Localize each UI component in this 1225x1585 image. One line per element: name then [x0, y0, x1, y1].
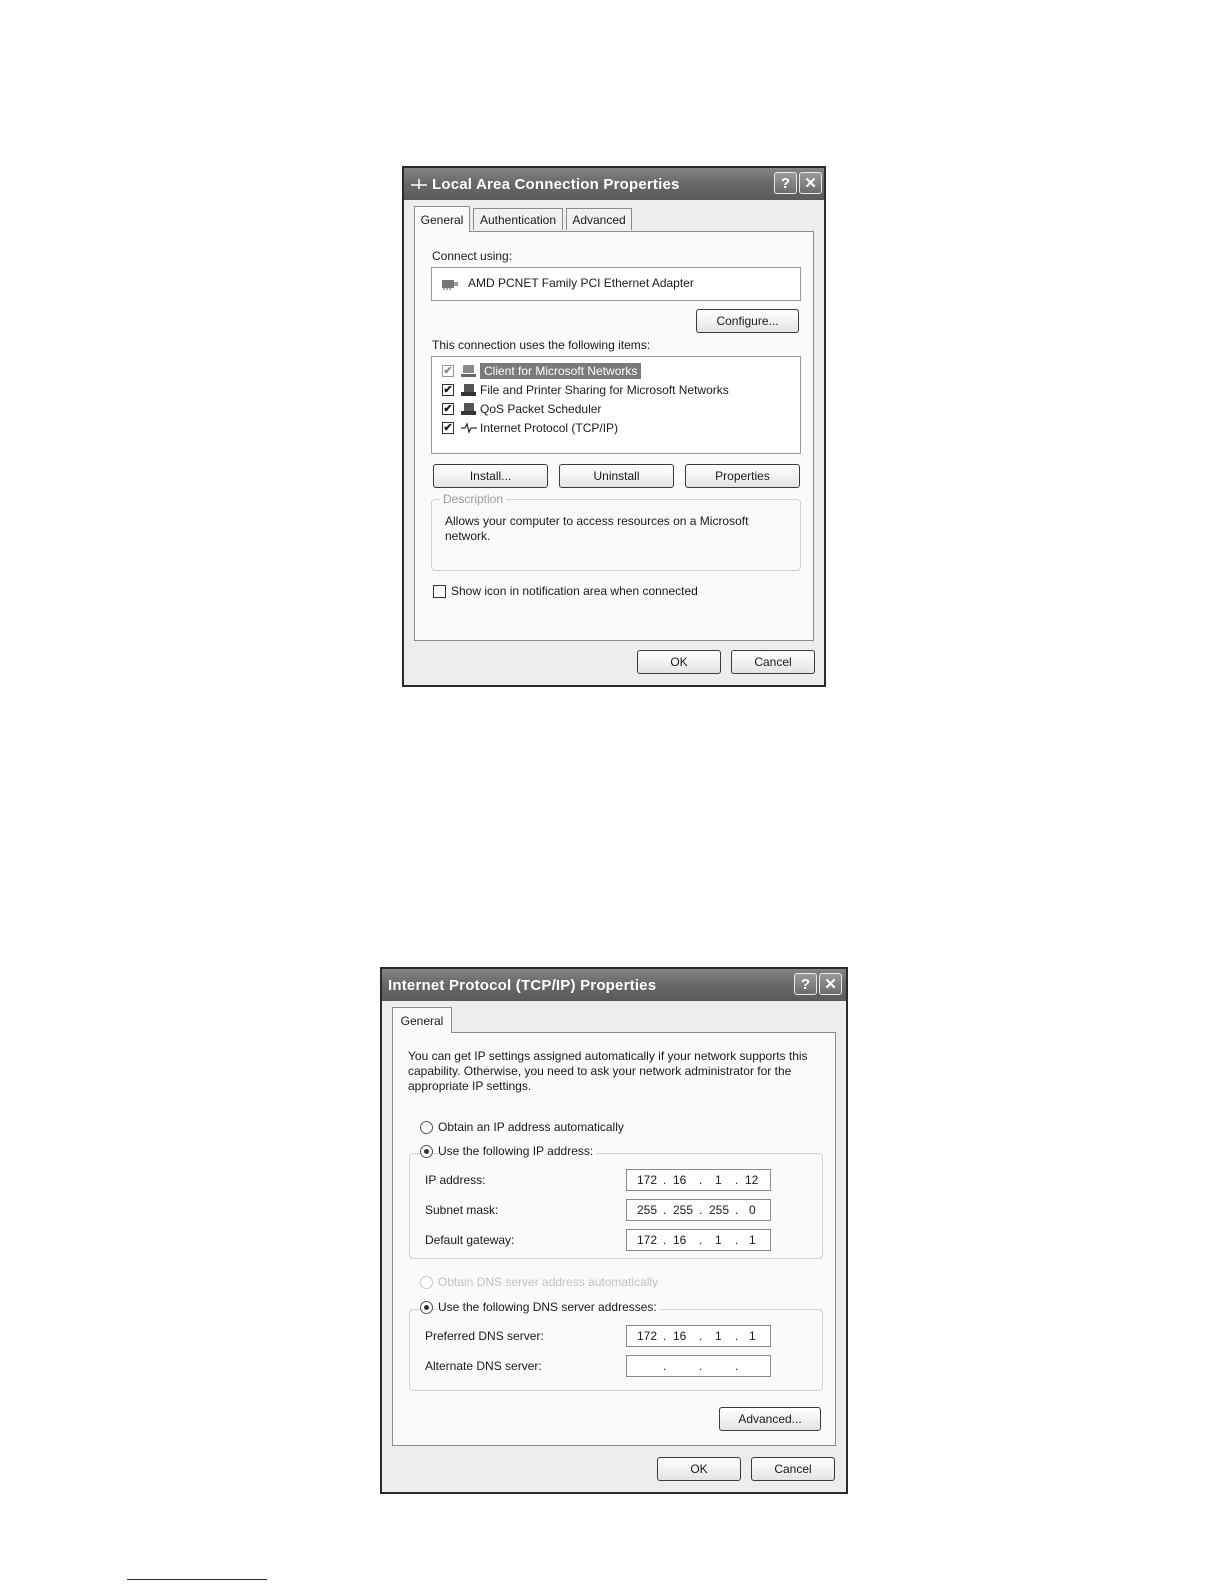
ip-address-label: IP address: — [425, 1173, 486, 1187]
obtain-dns-auto-radio[interactable] — [420, 1276, 433, 1289]
item-label: Client for Microsoft Networks — [480, 363, 641, 379]
octet: 255 — [709, 1203, 730, 1217]
dot: . — [699, 1203, 703, 1217]
ok-button[interactable]: OK — [657, 1457, 741, 1481]
dns-group — [409, 1309, 823, 1391]
description-group — [431, 492, 801, 571]
octet: 16 — [673, 1329, 687, 1343]
items-label: This connection uses the following items: — [432, 338, 651, 352]
octet: 172 — [637, 1173, 658, 1187]
item-label: QoS Packet Scheduler — [480, 402, 602, 416]
dot: . — [735, 1233, 739, 1247]
tab-general[interactable]: General — [392, 1007, 452, 1033]
close-button[interactable]: ✕ — [819, 973, 842, 995]
general-tab-panel — [414, 231, 814, 641]
item-label: Internet Protocol (TCP/IP) — [480, 421, 619, 435]
network-adapter-icon — [441, 277, 459, 291]
use-following-ip-label: Use the following IP address: — [438, 1144, 596, 1158]
description-title: Description — [440, 492, 506, 506]
dot: . — [663, 1359, 667, 1373]
dot: . — [663, 1203, 667, 1217]
items-list — [431, 356, 801, 454]
dot: . — [699, 1359, 703, 1373]
octet: 255 — [637, 1203, 658, 1217]
default-gateway-label: Default gateway: — [425, 1233, 515, 1247]
cancel-button[interactable]: Cancel — [751, 1457, 835, 1481]
item-label: File and Printer Sharing for Microsoft Networks — [480, 383, 729, 397]
dot: . — [735, 1329, 739, 1343]
tcpip-dialog-title: Internet Protocol (TCP/IP) Properties — [388, 976, 657, 994]
ip-address-input[interactable] — [626, 1169, 771, 1191]
use-following-ip-radio[interactable] — [420, 1145, 433, 1158]
advanced-button[interactable]: Advanced... — [719, 1407, 821, 1431]
adapter-name: AMD PCNET Family PCI Ethernet Adapter — [468, 276, 694, 290]
tcpip-dialog-titlebar[interactable] — [382, 969, 846, 1001]
item-checkbox[interactable]: ✔ — [443, 365, 453, 377]
cancel-button[interactable]: Cancel — [731, 650, 815, 674]
description-text: Allows your computer to access resources on a Microsoft network. — [445, 514, 749, 543]
dot: . — [663, 1329, 667, 1343]
show-icon-checkbox[interactable] — [433, 585, 446, 598]
dot: . — [699, 1233, 703, 1247]
network-connection-icon — [410, 177, 428, 191]
octet: 1 — [749, 1329, 756, 1343]
properties-button[interactable]: Properties — [685, 464, 800, 488]
octet: 1 — [715, 1329, 722, 1343]
dot: . — [699, 1329, 703, 1343]
octet: 1 — [715, 1173, 722, 1187]
subnet-mask-input[interactable] — [626, 1199, 771, 1221]
obtain-ip-auto-label: Obtain an IP address automatically — [438, 1120, 624, 1134]
octet: 172 — [637, 1233, 658, 1247]
help-button[interactable]: ? — [774, 172, 797, 194]
alternate-dns-label: Alternate DNS server: — [425, 1359, 542, 1373]
help-button[interactable]: ? — [794, 973, 817, 995]
tab-advanced[interactable]: Advanced — [566, 208, 632, 230]
ok-button[interactable]: OK — [637, 650, 721, 674]
preferred-dns-input[interactable] — [626, 1325, 771, 1347]
octet: 16 — [673, 1173, 687, 1187]
item-checkbox[interactable]: ✔ — [443, 384, 453, 396]
footer-rule — [127, 1579, 267, 1580]
octet: 0 — [749, 1203, 756, 1217]
item-checkbox[interactable]: ✔ — [443, 403, 453, 415]
obtain-ip-auto-radio[interactable] — [420, 1121, 433, 1134]
install-button[interactable]: Install... — [433, 464, 548, 488]
dot: . — [735, 1173, 739, 1187]
list-item[interactable] — [440, 420, 790, 436]
tcpip-properties-dialog — [380, 967, 848, 1494]
default-gateway-input[interactable] — [626, 1229, 771, 1251]
adapter-field — [431, 267, 801, 301]
dot: . — [699, 1173, 703, 1187]
connect-using-label: Connect using: — [432, 249, 513, 263]
use-following-dns-radio[interactable] — [420, 1301, 433, 1314]
uninstall-button[interactable]: Uninstall — [559, 464, 674, 488]
dot: . — [663, 1233, 667, 1247]
subnet-mask-label: Subnet mask: — [425, 1203, 499, 1217]
preferred-dns-label: Preferred DNS server: — [425, 1329, 544, 1343]
dot: . — [663, 1173, 667, 1187]
configure-button[interactable]: Configure... — [696, 309, 799, 333]
alternate-dns-input[interactable] — [626, 1355, 771, 1377]
list-item[interactable] — [440, 401, 790, 417]
network-service-icon — [460, 402, 478, 416]
octet: 1 — [749, 1233, 756, 1247]
lan-dialog-title: Local Area Connection Properties — [432, 175, 680, 193]
protocol-icon — [460, 421, 478, 435]
octet: 1 — [715, 1233, 722, 1247]
item-checkbox[interactable]: ✔ — [443, 422, 453, 434]
dot: . — [735, 1203, 739, 1217]
general-tab-panel — [392, 1032, 836, 1446]
obtain-dns-auto-label: Obtain DNS server address automatically — [438, 1275, 659, 1289]
tab-general[interactable]: General — [414, 206, 470, 232]
close-button[interactable]: ✕ — [799, 172, 822, 194]
tab-authentication[interactable]: Authentication — [473, 208, 563, 230]
show-icon-label: Show icon in notification area when connected — [451, 584, 698, 598]
octet: 255 — [673, 1203, 694, 1217]
use-following-dns-label: Use the following DNS server addresses: — [438, 1300, 660, 1314]
lan-dialog-titlebar[interactable] — [404, 168, 824, 200]
octet: 12 — [745, 1173, 759, 1187]
octet: 172 — [637, 1329, 658, 1343]
network-client-icon — [460, 364, 478, 378]
octet: 16 — [673, 1233, 687, 1247]
list-item[interactable] — [440, 363, 660, 379]
lan-properties-dialog — [402, 166, 826, 687]
network-service-icon — [460, 383, 478, 397]
dot: . — [735, 1359, 739, 1373]
intro-text: You can get IP settings assigned automatically if your network supports this capability. Otherwise, you need to ask your network administrator for the appropriate IP settings. — [408, 1049, 808, 1093]
list-item[interactable] — [440, 382, 790, 398]
